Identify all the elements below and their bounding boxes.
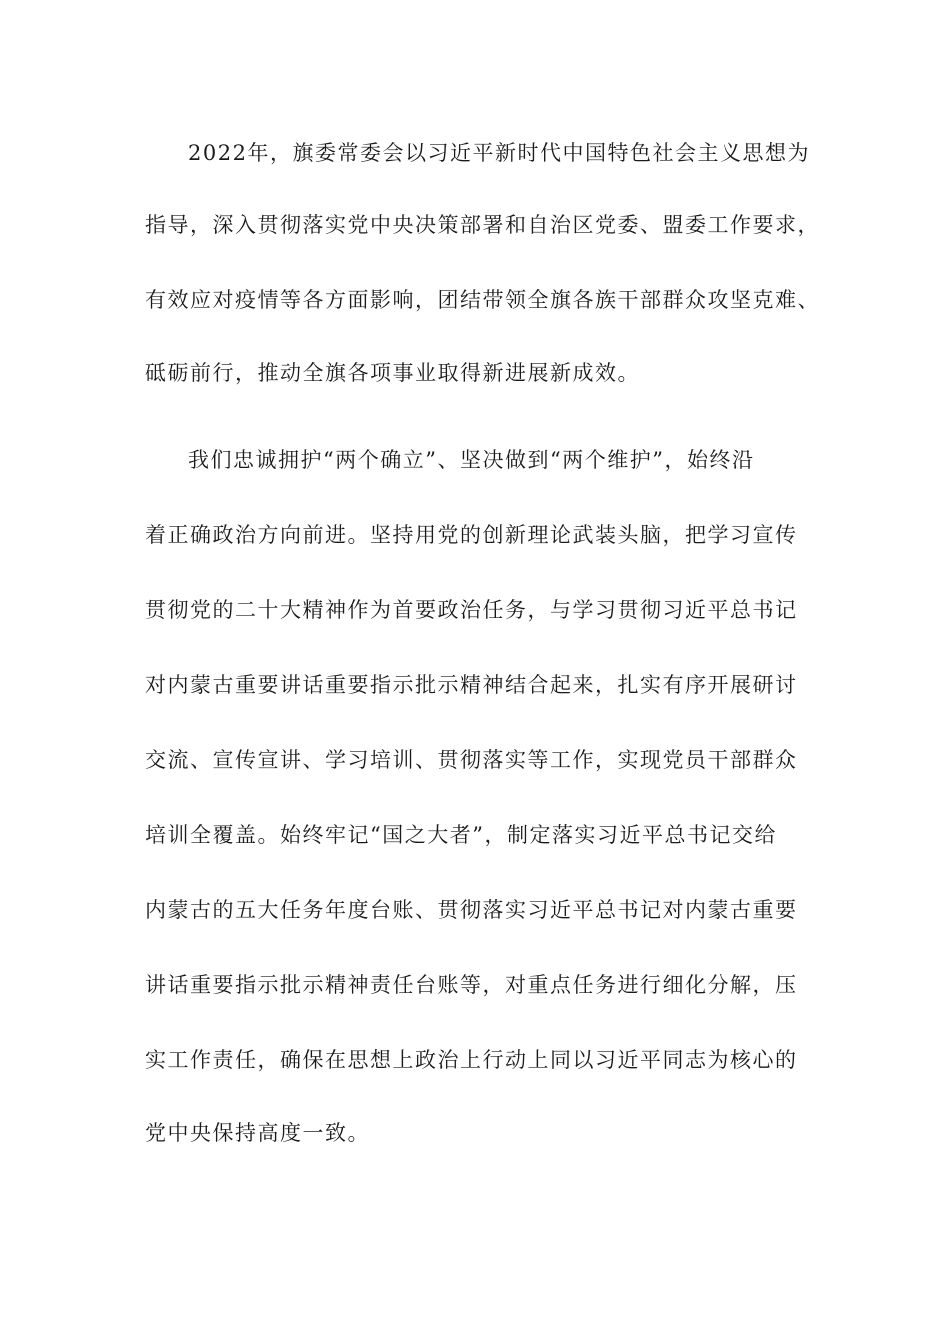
paragraph-2-line-1: 我们忠诚拥护“两个确立”、坚决做到“两个维护”，始终沿	[188, 448, 755, 472]
paragraph-2-line-9: 实工作责任，确保在思想上政治上行动上同以习近平同志为核心的	[145, 1048, 798, 1072]
paragraph-2-line-4: 对内蒙古重要讲话重要指示批示精神结合起来，扎实有序开展研讨	[145, 673, 798, 697]
paragraph-2-line-5: 交流、宣传宣讲、学习培训、贯彻落实等工作，实现党员干部群众	[145, 748, 798, 772]
paragraph-1-line-4: 砥砺前行，推动全旗各项事业取得新进展新成效。	[145, 361, 640, 385]
paragraph-1-line-2: 指导，深入贯彻落实党中央决策部署和自治区党委、盟委工作要求，	[145, 213, 820, 237]
paragraph-2-line-3: 贯彻党的二十大精神作为首要政治任务，与学习贯彻习近平总书记	[145, 598, 798, 622]
paragraph-2-line-10: 党中央保持高度一致。	[145, 1121, 370, 1145]
paragraph-2-line-6: 培训全覆盖。始终牢记“国之大者”，制定落实习近平总书记交给	[145, 823, 777, 847]
paragraph-2-line-8: 讲话重要指示批示精神责任台账等，对重点任务进行细化分解，压	[145, 973, 798, 997]
paragraph-2-line-2: 着正确政治方向前进。坚持用党的创新理论武装头脑，把学习宣传	[145, 523, 798, 547]
paragraph-1-line-1: 2022年，旗委常委会以习近平新时代中国特色社会主义思想为	[188, 141, 810, 165]
paragraph-2-line-7: 内蒙古的五大任务年度台账、贯彻落实习近平总书记对内蒙古重要	[145, 898, 798, 922]
paragraph-1-line-3: 有效应对疫情等各方面影响，团结带领全旗各族干部群众攻坚克难、	[145, 288, 820, 312]
